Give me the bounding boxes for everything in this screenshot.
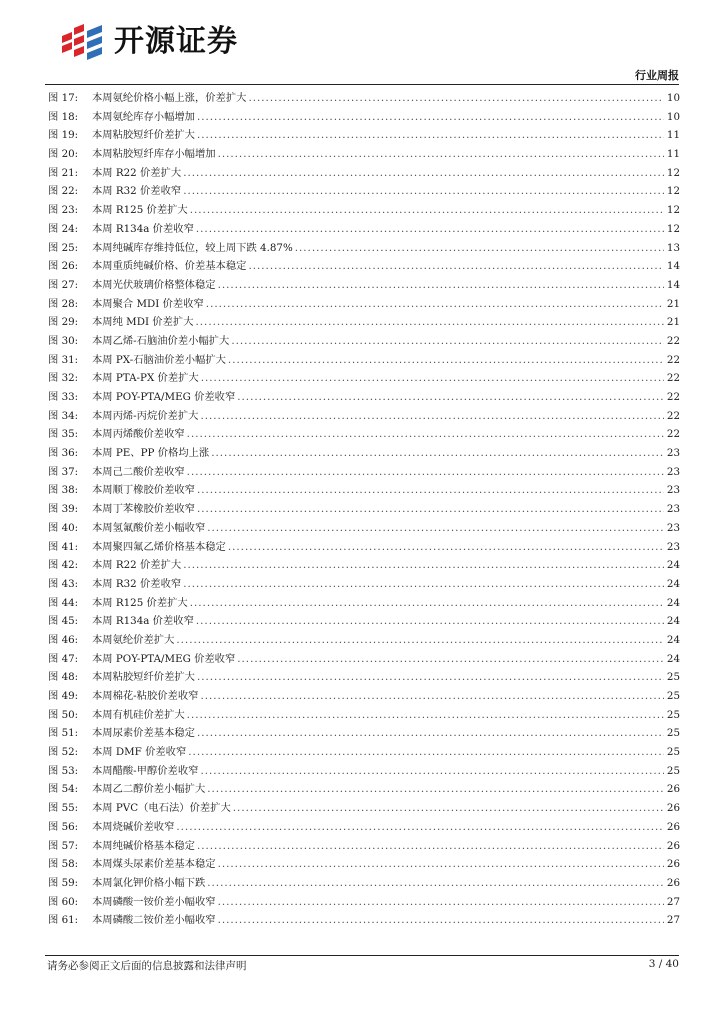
figure-title: 本周光伏玻璃价格整体稳定 xyxy=(92,278,216,291)
page-number: 26 xyxy=(666,839,680,852)
figure-title: 本周 R134a 价差收窄 xyxy=(92,222,194,235)
figure-title: 本周尿素价差基本稳定 xyxy=(92,727,195,740)
toc-row[interactable] xyxy=(48,687,680,706)
figure-title: 本周纯碱库存维持低位，较上周下跌 4.87% xyxy=(92,241,293,254)
page-number: 26 xyxy=(666,876,680,889)
dot-leader xyxy=(248,89,664,108)
figure-title: 本周氢氟酸价差小幅收窄 xyxy=(92,521,206,534)
page-number: 14 xyxy=(666,278,680,291)
dot-leader xyxy=(206,295,664,314)
figure-number: 图 53: xyxy=(48,764,79,777)
figure-title: 本周己二酸价差收窄 xyxy=(92,465,185,478)
figure-title: 本周 POY-PTA/MEG 价差收窄 xyxy=(92,391,236,403)
toc-row[interactable] xyxy=(48,126,680,145)
toc-row[interactable] xyxy=(48,295,680,314)
page-number: 24 xyxy=(666,577,680,590)
logo-mark-icon xyxy=(60,22,104,62)
dot-leader xyxy=(190,594,664,613)
figure-number: 图 46: xyxy=(48,633,79,646)
page-number: 26 xyxy=(666,783,680,796)
figure-number: 图 59: xyxy=(48,876,79,889)
footer-disclaimer: 请务必参阅正文后面的信息披露和法律声明 xyxy=(47,960,247,972)
figure-title: 本周 R22 价差扩大 xyxy=(92,166,182,179)
dot-leader xyxy=(187,463,664,482)
page-number: 25 xyxy=(666,764,680,777)
footer-divider xyxy=(45,955,679,956)
page-number: 22 xyxy=(666,409,680,422)
figure-title: 本周聚合 MDI 价差收窄 xyxy=(92,297,204,310)
page-number: 11 xyxy=(666,148,680,161)
figure-title: 本周粘胶短纤库存小幅增加 xyxy=(92,148,216,161)
figure-number: 图 60: xyxy=(48,895,79,908)
toc-row[interactable] xyxy=(48,743,680,762)
dot-leader xyxy=(183,575,664,594)
toc-row[interactable] xyxy=(48,201,680,220)
page-number: 22 xyxy=(666,353,680,366)
toc-row[interactable] xyxy=(48,706,680,725)
toc-row[interactable] xyxy=(48,388,680,407)
toc-row[interactable] xyxy=(48,220,680,239)
dot-leader xyxy=(197,668,664,687)
company-logo xyxy=(60,22,238,62)
toc-row[interactable] xyxy=(48,145,680,164)
dot-leader xyxy=(218,276,664,295)
figure-title: 本周有机硅价差扩大 xyxy=(92,708,185,721)
toc-row[interactable] xyxy=(48,257,680,276)
figure-title: 本周 R22 价差扩大 xyxy=(92,559,182,572)
page-number: 12 xyxy=(666,222,680,235)
figure-title: 本周纯碱价格基本稳定 xyxy=(92,839,195,852)
toc-row[interactable] xyxy=(48,239,680,258)
figure-number: 图 40: xyxy=(48,521,79,534)
toc-row[interactable] xyxy=(48,351,680,370)
page-number: 27 xyxy=(666,895,680,908)
figure-number: 图 27: xyxy=(48,278,79,291)
toc-row[interactable] xyxy=(48,538,680,557)
figure-number: 图 50: xyxy=(48,708,79,721)
dot-leader xyxy=(207,519,664,538)
figure-number: 图 49: xyxy=(48,690,79,702)
dot-leader xyxy=(197,837,664,856)
figure-number: 图 23: xyxy=(48,204,79,217)
figure-number: 图 56: xyxy=(48,820,79,833)
toc-row[interactable] xyxy=(48,556,680,575)
figure-number: 图 32: xyxy=(48,372,79,385)
figure-number: 图 47: xyxy=(48,652,79,665)
dot-leader xyxy=(295,239,664,258)
toc-row[interactable] xyxy=(48,650,680,669)
header-divider xyxy=(45,84,679,85)
figure-number: 图 25: xyxy=(48,241,79,254)
figure-number: 图 51: xyxy=(48,727,79,740)
page-number: 27 xyxy=(666,914,680,927)
dot-leader xyxy=(218,855,664,874)
dot-leader xyxy=(187,706,664,725)
toc-row[interactable] xyxy=(48,500,680,519)
figure-number: 图 54: xyxy=(48,783,79,796)
toc-row[interactable] xyxy=(48,89,680,108)
dot-leader xyxy=(188,743,664,762)
figure-number: 图 29: xyxy=(48,316,79,329)
page-number: 22 xyxy=(666,428,680,441)
figure-number: 图 21: xyxy=(48,166,79,179)
figure-number: 图 26: xyxy=(48,260,79,273)
page-number: 25 xyxy=(666,671,680,684)
toc-row[interactable] xyxy=(48,519,680,538)
page-number: 14 xyxy=(666,260,680,273)
toc-row[interactable] xyxy=(48,612,680,631)
figure-title: 本周 PVC（电石法）价差扩大 xyxy=(92,802,231,815)
figure-title: 本周重质纯碱价格、价差基本稳定 xyxy=(92,260,247,273)
toc-row[interactable] xyxy=(48,575,680,594)
toc-row[interactable] xyxy=(48,762,680,781)
figure-number: 图 41: xyxy=(48,540,79,553)
figure-title: 本周 R32 价差收窄 xyxy=(92,185,182,198)
figure-number: 图 34: xyxy=(48,409,79,422)
toc-row[interactable] xyxy=(48,182,680,201)
figure-title: 本周氨纶库存小幅增加 xyxy=(92,110,195,123)
dot-leader xyxy=(233,799,664,818)
figure-number: 图 17: xyxy=(48,92,79,104)
page-number: 22 xyxy=(666,391,680,403)
figure-number: 图 19: xyxy=(48,129,79,142)
figure-number: 图 24: xyxy=(48,222,79,235)
figure-title: 本周棉花-粘胶价差收窄 xyxy=(92,690,199,702)
figure-title: 本周 R125 价差扩大 xyxy=(92,596,188,609)
figure-number: 图 28: xyxy=(48,297,79,310)
toc-row[interactable] xyxy=(48,332,680,351)
dot-leader xyxy=(196,220,664,239)
toc-row[interactable] xyxy=(48,668,680,687)
dot-leader xyxy=(190,201,664,220)
figure-title: 本周丙烯酸价差收窄 xyxy=(92,428,185,441)
figure-title: 本周氨纶价格小幅上涨，价差扩大 xyxy=(92,92,247,104)
figure-title: 本周 R32 价差收窄 xyxy=(92,577,182,590)
toc-row[interactable] xyxy=(48,276,680,295)
dot-leader xyxy=(187,425,664,444)
figure-title: 本周 R134a 价差收窄 xyxy=(92,615,194,628)
figure-number: 图 43: xyxy=(48,577,79,590)
dot-leader xyxy=(196,313,665,332)
page-number: 25 xyxy=(666,746,680,759)
toc-row[interactable] xyxy=(48,369,680,388)
page-number: 23 xyxy=(666,447,680,460)
page-number: 25 xyxy=(666,727,680,740)
page-number: 23 xyxy=(666,521,680,534)
page-number: 24 xyxy=(666,652,680,665)
figure-number: 图 22: xyxy=(48,185,79,198)
page-number: 26 xyxy=(666,820,680,833)
dot-leader xyxy=(200,687,664,706)
figure-number: 图 20: xyxy=(48,148,79,161)
toc-row[interactable] xyxy=(48,108,680,127)
dot-leader xyxy=(183,164,664,183)
page-number: 10 xyxy=(666,110,680,123)
figure-title: 本周烧碱价差收窄 xyxy=(92,820,175,833)
page-number: 21 xyxy=(666,297,680,310)
page-number: 13 xyxy=(666,241,680,254)
figure-title: 本周醋酸-甲醇价差收窄 xyxy=(92,764,199,777)
figure-title: 本周 PTA-PX 价差扩大 xyxy=(92,372,199,385)
figure-title: 本周乙二醇价差小幅扩大 xyxy=(92,783,206,796)
page-number: 23 xyxy=(666,503,680,516)
page-number: 25 xyxy=(666,690,680,702)
figure-title: 本周氨纶价差扩大 xyxy=(92,633,175,646)
page-number: 25 xyxy=(666,708,680,721)
page-number: 24 xyxy=(666,633,680,646)
dot-leader xyxy=(207,874,664,893)
toc-row[interactable] xyxy=(48,164,680,183)
figure-number: 图 42: xyxy=(48,559,79,572)
toc-row[interactable] xyxy=(48,313,680,332)
figure-number: 图 58: xyxy=(48,858,79,871)
toc-row[interactable] xyxy=(48,874,680,893)
dot-leader xyxy=(176,631,664,650)
toc-row[interactable] xyxy=(48,837,680,856)
toc-row[interactable] xyxy=(48,911,680,930)
dot-leader xyxy=(207,780,664,799)
figure-number: 图 37: xyxy=(48,465,79,478)
figure-title: 本周粘胶短纤价差扩大 xyxy=(92,671,195,684)
figure-title: 本周 R125 价差扩大 xyxy=(92,204,188,217)
dot-leader xyxy=(228,538,664,557)
dot-leader xyxy=(211,444,664,463)
page-number: 12 xyxy=(666,166,680,179)
figure-title: 本周 PX-石脑油价差小幅扩大 xyxy=(92,353,226,366)
figure-title: 本周氯化钾价格小幅下跌 xyxy=(92,876,206,889)
figure-title: 本周 POY-PTA/MEG 价差收窄 xyxy=(92,652,236,665)
page-number: 24 xyxy=(666,559,680,572)
dot-leader xyxy=(218,893,664,912)
dot-leader xyxy=(218,911,664,930)
dot-leader xyxy=(197,724,664,743)
figure-title: 本周 PE、PP 价格均上涨 xyxy=(92,447,210,460)
figure-title: 本周纯 MDI 价差扩大 xyxy=(92,316,194,329)
figure-number: 图 52: xyxy=(48,746,79,759)
figure-number: 图 39: xyxy=(48,503,79,516)
dot-leader xyxy=(176,818,664,837)
toc-row[interactable] xyxy=(48,799,680,818)
dot-leader xyxy=(201,369,664,388)
figure-number: 图 55: xyxy=(48,802,79,815)
toc-row[interactable] xyxy=(48,780,680,799)
page-number: 24 xyxy=(666,615,680,628)
toc-row[interactable] xyxy=(48,425,680,444)
toc-row[interactable] xyxy=(48,818,680,837)
toc-row[interactable] xyxy=(48,463,680,482)
toc-row[interactable] xyxy=(48,444,680,463)
toc-row[interactable] xyxy=(48,594,680,613)
figure-number: 图 44: xyxy=(48,596,79,609)
toc-row[interactable] xyxy=(48,481,680,500)
logo-text: 开源证券 xyxy=(114,24,238,59)
figure-title: 本周聚四氟乙烯价格基本稳定 xyxy=(92,540,226,553)
page-number: 21 xyxy=(666,316,680,329)
figure-title: 本周粘胶短纤价差扩大 xyxy=(92,129,195,142)
figure-title: 本周磷酸一铵价差小幅收窄 xyxy=(92,895,216,908)
figure-number: 图 38: xyxy=(48,484,79,497)
figure-title: 本周煤头尿素价差基本稳定 xyxy=(92,858,216,871)
page-number: 23 xyxy=(666,484,680,497)
dot-leader xyxy=(183,182,664,201)
toc-row[interactable] xyxy=(48,724,680,743)
figure-number: 图 31: xyxy=(48,353,79,366)
page-number: 11 xyxy=(666,129,680,142)
figure-number: 图 33: xyxy=(48,391,79,403)
figure-number: 图 30: xyxy=(48,334,79,347)
figure-number: 图 18: xyxy=(48,110,79,123)
figure-title: 本周顺丁橡胶价差收窄 xyxy=(92,484,195,497)
toc-row[interactable] xyxy=(48,407,680,426)
page-number: 26 xyxy=(666,802,680,815)
figure-title: 本周丁苯橡胶价差收窄 xyxy=(92,503,195,516)
page-number: 12 xyxy=(666,204,680,217)
page-number: 10 xyxy=(666,92,680,104)
figure-table-of-contents xyxy=(48,89,680,930)
toc-row[interactable] xyxy=(48,855,680,874)
figure-number: 图 35: xyxy=(48,428,79,441)
dot-leader xyxy=(200,762,664,781)
dot-leader xyxy=(200,407,664,426)
page-number: 23 xyxy=(666,540,680,553)
dot-leader xyxy=(197,481,664,500)
dot-leader xyxy=(237,388,664,407)
dot-leader xyxy=(237,650,664,669)
figure-number: 图 57: xyxy=(48,839,79,852)
page-indicator: 3 / 40 xyxy=(648,958,679,970)
toc-row[interactable] xyxy=(48,631,680,650)
figure-title: 本周乙烯-石脑油价差小幅扩大 xyxy=(92,334,230,347)
figure-title: 本周 DMF 价差收窄 xyxy=(92,746,187,759)
dot-leader xyxy=(197,126,664,145)
toc-row[interactable] xyxy=(48,893,680,912)
page-number: 24 xyxy=(666,596,680,609)
page-number: 12 xyxy=(666,185,680,198)
page-number: 26 xyxy=(666,858,680,871)
dot-leader xyxy=(183,556,664,575)
page-number: 22 xyxy=(666,372,680,385)
dot-leader xyxy=(197,108,664,127)
page-number: 23 xyxy=(666,465,680,478)
figure-number: 图 61: xyxy=(48,914,79,927)
report-type-label: 行业周报 xyxy=(635,69,679,82)
dot-leader xyxy=(248,257,664,276)
dot-leader xyxy=(218,145,664,164)
page-number: 22 xyxy=(666,334,680,347)
figure-title: 本周磷酸二铵价差小幅收窄 xyxy=(92,914,216,927)
dot-leader xyxy=(228,351,664,370)
figure-number: 图 48: xyxy=(48,671,79,684)
dot-leader xyxy=(231,332,664,351)
figure-title: 本周丙烯-丙烷价差扩大 xyxy=(92,409,199,422)
figure-number: 图 36: xyxy=(48,447,79,460)
page-header xyxy=(0,0,724,90)
figure-number: 图 45: xyxy=(48,615,79,628)
dot-leader xyxy=(196,612,664,631)
dot-leader xyxy=(197,500,664,519)
